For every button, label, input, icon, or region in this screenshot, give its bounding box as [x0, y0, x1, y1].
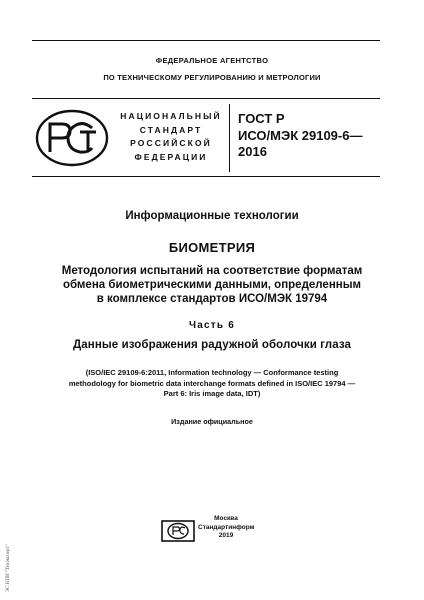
- rst-emblem-icon: [34, 108, 110, 168]
- method-line-3: в комплексе стандартов ИСО/МЭК 19794: [96, 293, 328, 305]
- vertical-divider: [229, 104, 230, 172]
- category-title: Информационные технологии: [125, 210, 299, 222]
- publisher-year: 2019: [218, 532, 234, 539]
- header-rule: [32, 98, 380, 99]
- iso-reference: [0, 368, 424, 400]
- publisher-city: Москва: [214, 515, 238, 522]
- main-title: БИОМЕТРИЯ: [168, 240, 256, 255]
- designation-line-3: 2016: [238, 144, 267, 159]
- part-subtitle: Данные изображения радужной оболочки глаза: [72, 339, 351, 351]
- publisher-name: Стандартинформ: [198, 523, 255, 531]
- iso-line-2: methodology for biometric data interchange formats defined in ISO/IEC 19794 —: [68, 378, 356, 388]
- designation-line-2: ИСО/МЭК 29109-6—: [238, 127, 363, 143]
- publisher-block: [198, 515, 254, 541]
- designation-rule: [32, 176, 380, 177]
- standard-line-4: ФЕДЕРАЦИИ: [134, 151, 208, 162]
- standard-designation: [238, 111, 362, 161]
- top-rule: [32, 40, 380, 41]
- publisher-logo-icon: [161, 520, 195, 542]
- standard-line-2: СТАНДАРТ: [139, 124, 203, 135]
- standard-line-1: НАЦИОНАЛЬНЫЙ: [120, 111, 222, 121]
- iso-line-3: Part 6: Iris image data, IDT): [163, 389, 261, 398]
- agency-line-2: ПО ТЕХНИЧЕСКОМУ РЕГУЛИРОВАНИЮ И МЕТРОЛОГИИ: [103, 73, 321, 82]
- edition-label: Издание официальное: [171, 417, 253, 426]
- agency-line-1: ФЕДЕРАЛЬНОЕ АГЕНТСТВО: [155, 56, 269, 65]
- iso-line-1: (ISO/IEC 29109-6:2011, Information technology — Conformance testing: [85, 368, 339, 377]
- standard-line-3: РОССИЙСКОЙ: [130, 138, 212, 148]
- designation-line-1: ГОСТ Р: [238, 111, 285, 126]
- part-label: Часть 6: [189, 320, 235, 331]
- method-title: [0, 264, 424, 306]
- national-standard-label: [113, 110, 229, 164]
- method-line-2: обмена биометрическими данными, определенным: [62, 279, 362, 291]
- side-watermark-text: ЭС НПИ "Техэксперт": [6, 544, 11, 592]
- method-line-1: Методология испытаний на соответствие форматам: [61, 265, 363, 277]
